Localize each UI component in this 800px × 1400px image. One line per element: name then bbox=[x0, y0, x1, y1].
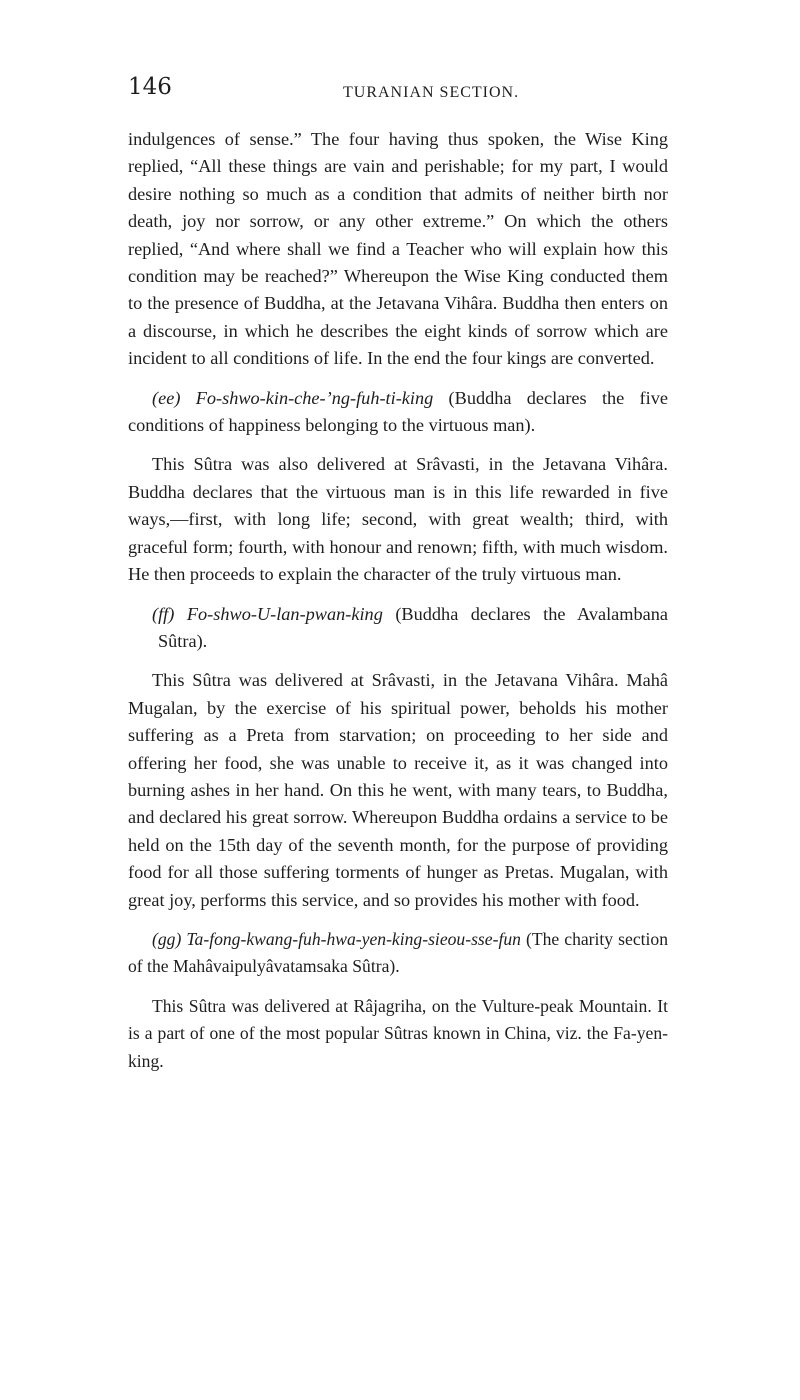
entry-ee bbox=[128, 385, 668, 440]
entry-ee-description: (Buddha declares the five conditions of happiness belonging to the virtuous man). bbox=[128, 387, 668, 436]
entry-ff-title: Fo-shwo-U-lan-pwan-king bbox=[186, 603, 383, 624]
paragraph-3: This Sûtra was delivered at Srâvasti, in the Jetavana Vihâra. Mahâ Mugalan, by the exercise of his spiritual power, beholds his mother suffering as a Preta from starvation; on proceeding to her side and offering her food, she was unable to receive it, as it was changed into burning ashes in her hand. On this he went, with many tears, to Buddha, and declared his great sorrow. Whereupon Buddha ordains a service to be held on the 15th day of the seventh month, for the purpose of providing food for all those suffering torments of hunger as Pretas. Mugalan, with great joy, performs this service, and so provides his mother with food. bbox=[128, 670, 668, 910]
entry-ff-label: (ff) bbox=[152, 603, 175, 624]
paragraph-2: This Sûtra was also delivered at Srâvasti, in the Jetavana Vihâra. Buddha declares that the virtuous man is in this life rewarded in five ways,—first, with long life; second, with great wealth; third, with graceful form; fourth, with honour and renown; fifth, with much wisdom. He then proceeds to explain the character of the truly virtuous man. bbox=[128, 454, 668, 585]
entry-gg bbox=[128, 926, 668, 981]
entry-ff bbox=[128, 601, 668, 656]
running-head: TURANIAN SECTION. bbox=[343, 84, 520, 101]
paragraph-1: indulgences of sense.” The four having thus spoken, the Wise King replied, “All these things are vain and perishable; for my part, I would desire nothing so much as a condition that admits of neither birth nor death, joy nor sorrow, or any other extreme.” On which the others replied, “And where shall we find a Teacher who will explain how this condition may be reached?” Whereupon the Wise King conducted them to the presence of Buddha, at the Jetavana Vihâra. Buddha then enters on a discourse, in which he describes the eight kinds of sorrow which are incident to all conditions of life. In the end the four kings are converted. bbox=[128, 129, 668, 369]
entry-gg-title: Ta-fong-kwang-fuh-hwa-yen-king-sieou-sse-fun bbox=[186, 928, 521, 949]
entry-ee-title: Fo-shwo-kin-che-’ng-fuh-ti-king bbox=[195, 387, 434, 408]
entry-gg-label: (gg) bbox=[152, 928, 182, 949]
page-number: 146 bbox=[128, 74, 172, 100]
entry-ff-description: (Buddha declares the Avalambana Sûtra). bbox=[158, 603, 668, 651]
entry-ee-label: (ee) bbox=[152, 387, 181, 408]
paragraph-4: This Sûtra was delivered at Râjagriha, on the Vulture-peak Mountain. It is a part of one of the most popular Sûtras known in China, viz. the Fa-yen-king. bbox=[128, 995, 668, 1071]
body-text bbox=[128, 126, 668, 1075]
entry-gg-description: (The charity section of the Mahâvaipulyâvatamsaka Sûtra). bbox=[128, 928, 668, 977]
